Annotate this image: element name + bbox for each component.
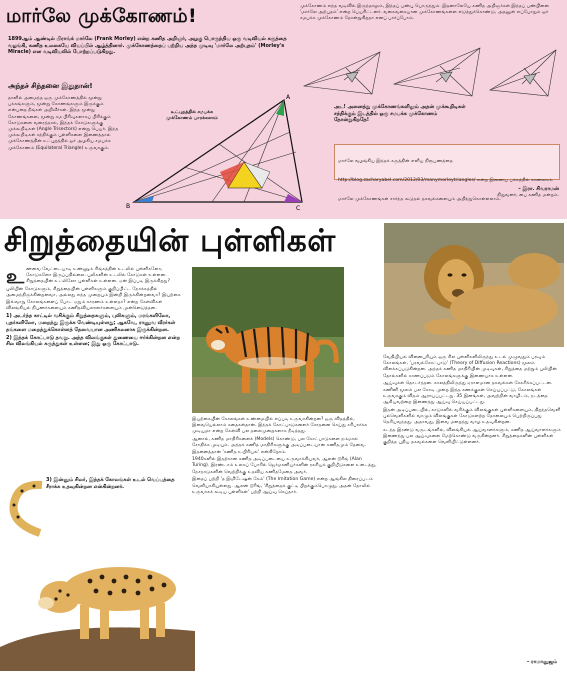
morley-intro: 1899ஆம் ஆண்டில் பிராங்க் மார்லே (Frank Morley) என்ற கணித அறிஞர், அழகு பொருந்திய ஒரு வடிவியல் கருத்தை வழங்கி, கணித உலகையே வியப்பில் ஆழ்த்தினார். முக்கோணத்தைப் பற்றிய அந்த முடிவு 'மார்லே அற்புதம்' (Morley's Miracle) என வடிவியலில் போற்றப்படுகிறது. xyxy=(8,36,287,56)
morley-body: தாளில் அமைந்த ஒரு முக்கோணத்தில் மூன்று பக்கங்களும், மூன்று கோணங்களும் இருக்கும் என்பதை நீங்கள் அறிவீர்கள். இந்த மூன்று கோணங்களை, மூன்று சம பிரிவுகளாகப் பிரிக்கும் கோடுகளை வரைந்தால், இந்தக் கோடுகளுக்கு முக்கூறிடிகள் (Angle Trisectors) என்று பெயர். இந்த முக்கூறிடிகள் சந்திக்கும் புள்ளிகளை இணைத்தால் முக்கோணத்தின் உட்புறத்தில் ஓர் அழகிய சமபக்க முக்கோணம் (Equilateral Triangle) உருவாகும். xyxy=(8,96,119,151)
col3-para-2: ஆய்வுகள் தொடர்ந்தன. காலத்திலிருந்து ஏராளமான தகவல்கள் சேகரிக்கப்பட்டன. கணினி மூலம் பல கோடி முறை இந்த கணக்குகள் செய்யப்பட்டு, கோலங்கள் உருவாகும் விதம் ஆராயப்பட்டது. 35 இனங்கள், அவற்றின் வாழிடம், நடத்தை ஆகியவற்றை இணைத்து ஆய்வு செய்யப்பட்டது. xyxy=(383,381,553,405)
morley-question: அந்தச் சிந்தனை இதுதான்! xyxy=(8,82,93,90)
vertex-label-b: B xyxy=(126,203,131,210)
top-author-name: – இரா. சிவராமன் xyxy=(518,186,559,192)
leopard-photo xyxy=(0,519,195,671)
lion-photo xyxy=(384,223,564,347)
col2-para-1: இயற்கையின் கோலங்கள் உண்மையில் எப்படி உருவாகின்றன? ஒரு விதத்தில், இவையெல்லாம் கதைகள்தான். இந்தக் கோட்பாடுகளைச் சோதனை செய்து சரிபார்க்க முடியுமா என்ற கேள்வி பல தலைமுறைகளாக நீடித்தது. xyxy=(192,417,368,435)
tiger-photo xyxy=(192,267,344,413)
col1-para-3: 1) அடர்ந்த காட்டில் வசிக்கும் சிறுத்தைகளும், புலிகளும், மரங்களிலோ, புதர்களிலோ, மறைந்து இருக்க வேண்டியுள்ளது; ஆகவே, ராணுவ வீரர்கள் தங்களை மறைத்துக்கொள்ளத் தேவையான அணிகலனாக இருக்கின்றன. xyxy=(6,313,176,333)
mini-triangles xyxy=(300,46,562,100)
bottom-author: – ராமானுஜம் xyxy=(526,659,557,665)
tiger-illustration xyxy=(192,267,344,413)
mini-triangle-diagrams xyxy=(300,46,562,100)
morley-right-text: முக்கோணம் எந்த வடிவில் இருந்தாலும், இந்தப் பண்பு பொருந்தும். இதனாலேயே கணித அறிஞர்கள் இந்தப் பண்பினை 'மார்லே அற்புதம்' என்ற பெயரிட்டனர். வகைவகையான முக்கோணங்களை எடுத்துக்கொண்டு, அதனுள் எப்போதும் ஓர் சமபக்க முக்கோணம் தோன்றுகிறதா எனப் பார்ப்போம். xyxy=(300,4,549,22)
top-author xyxy=(497,186,559,199)
morley-triangle-figure xyxy=(124,92,306,212)
article-title: சிறுத்தையின் புள்ளிகள் xyxy=(4,223,336,259)
vertex-label-a: A xyxy=(286,94,291,101)
col1-para-4: 2) இந்தக் கோட்பாடு தவறு. அந்த விலங்குகள் துணையை ஈர்க்கின்றன என்ற சில விலங்கியல் கருத்துகள் உள்ளன; இது ஒரு கோட்பாடு. xyxy=(6,334,180,348)
col2-para-4: இதைப் பற்றி 'த இமிடேஷன் கேம்' (The Imitation Game) என்ற ஆங்கில திரைப்படம் வெளியாகியுள்ளது. ஆலன் டூரிங், 'சிறுத்தைக் குட்டி பிறக்கும்பொழுது, அதன் தோலில் உருவாகக் கூடிய புள்ளிகள்' பற்றி ஆய்வு செய்தார். xyxy=(192,477,373,495)
morley-link-text: மார்லே வழங்கிய இந்தக் கருத்தின் எளிய நிரூபணத்தை http://blog.zacharyabel.com/2012/03/manymorleytriangles/ என்ற இணைய பக்கத்தில் காணலாம். மார்லே முக்கோணங்கள் சார்ந்த கூடுதல் தகவல்களையும் அறிந்துகொள்ளலாம். xyxy=(338,159,554,202)
leopard-article xyxy=(0,219,567,673)
top-author-role: நிறுவனர், பை கணித மன்றம். xyxy=(497,192,559,198)
col3-para-4: கடந்த இரண்டு வருடங்களில், விலங்கியல் ஆய்வாளர்களும், கணித ஆய்வாளர்களும் இணைந்து பல ஆய்வுகளை மேற்கொண்டு வருகின்றனர். சிறுத்தைகளின் புள்ளிகள் குறித்த புதிய தகவல்களை வெளியிட்டுள்ளனர். xyxy=(383,427,561,446)
col1-para-2: புலியின் கோடுகளும், சிறுத்தையின் புள்ளிகளும் குறிப்பிட்ட நோக்கத்தில் அமைந்திருக்கின்றனவா, அல்லது எந்த முறையும் இன்றி இருக்கின்றனவா? இயற்கை இவ்வாறு கோலங்களைப் போட ஏதும் காரணம் உள்ளதா? என்ற கேள்விகள் விலங்கியல் நிபுணர்களையும் கணிதவியலாளர்களையும் முன்னெடுத்தன. xyxy=(6,287,181,311)
col2-para-3: 1940களில் இதற்கான கணித அடிப்படையை உருவாக்கியவர், ஆலன் டூரிங் (Alan Turing). இரண்டாம் உலகப் போரில் ஜெர்மானியர்களின் ரகசியக் குறியீடுகளை உடைத்து, நேசநாடுகளின் வெற்றிக்கு உதவிய கணிதமேதை அவர். xyxy=(192,457,377,475)
mini-question: அட! அனைத்து முக்கோணங்களிலும் அதன் முக்கூறிடிகள் சந்திக்கும் இடத்தில் ஒரு சமபக்க முக்கோணம் தோன்றுகிறதே! xyxy=(334,104,466,124)
col3-para-1: வேதியியல் வினைபுரியும் ஒரு சில புள்ளிகளிலிருந்து உடல் முழுவதும் பரவும் கோலங்கள், 'பரவல்கோட்பாடு' (Theory of Diffusion Reactions) மூலம் விளக்கப்படுகின்றன. அந்தக் கணித மாதிரியின் முடிவுகள், சிறுத்தை மற்றும் புலியின் தோல்களில் காணப்படும் கோலங்களுக்கு இணையாக உள்ளன. xyxy=(383,355,557,379)
article-column-2 xyxy=(192,417,377,497)
col2-para-2: ஆனால், கணித மாதிரிகளைக் (Models) கொண்டு, பல கோட்பாடுகளை நம்மால் சோதிக்க முடியும். அந்தக் கணித மாதிரிகளுக்கு அடிப்படையான கணிதமும் தேவை. இதனைத்தான் 'கணித உயிரியல்' என்கிறோம். xyxy=(192,437,367,455)
leopard-illustration xyxy=(0,519,195,671)
vertex-label-c: C xyxy=(296,205,301,212)
drop-cap: உ xyxy=(6,264,25,288)
article-column-3 xyxy=(383,355,563,448)
triangle-callout: உட்புறத்தில் சமபக்க முக்கோணம் பாரக்கலாம் xyxy=(166,110,218,121)
article-column-1 xyxy=(6,264,186,349)
morley-title: மார்லே முக்கோணம்! xyxy=(6,5,197,27)
col1-para-1: ணவை வேட்டையாடி உண்ணும் சிங்கத்தின் உடலில் புள்ளிகளோ, கோடுகளோ இருப்பதில்லை. புலிகளின் உடலில் கோடுகள் உள்ளன. சிறுத்தையின் உடலிலோ புள்ளிகள் உள்ளன. ஏன் இப்படி இருக்கிறது? xyxy=(26,267,170,285)
col3-para-3: இதன் அடிப்படையில், காடுகளில் வசிக்கும் விலங்குகள் புள்ளிகளையும், திறந்தவெளி புல்வெளிகளில் வாழும் விலங்குகள் கோடுகளற்ற தோலையும் பெற்றிருப்பது தெரியவந்தது. அதாவது, இவை மறைந்து வாழ உதவுகின்றன. xyxy=(383,407,561,426)
morley-section xyxy=(0,0,567,219)
lion-illustration xyxy=(384,223,564,347)
col1-para-5: 3) இன்னும் சிலர், இந்தக் கோலங்கள் உடல் வெப்பத்தை சீராக்க உதவுகின்றன என்கின்றனர். xyxy=(46,477,175,490)
